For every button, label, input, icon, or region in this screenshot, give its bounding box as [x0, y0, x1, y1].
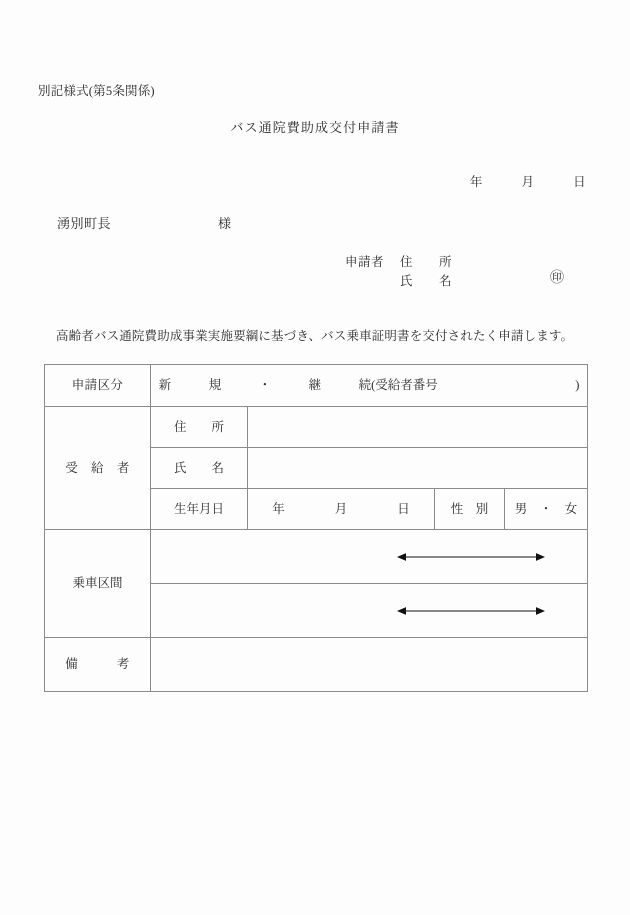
ride-section-arrow-area-2 — [151, 584, 587, 637]
cell-recipient-birthdate-value[interactable] — [248, 489, 435, 530]
ride-section-arrow-area-1 — [151, 530, 587, 583]
applicant-name-label: 氏 名 — [400, 274, 453, 288]
body-sentence: 高齢者バス通院費助成事業実施要綱に基づき、バス乗車証明書を交付されたく申請します。 — [56, 329, 574, 343]
cell-ride-section-value-1[interactable] — [151, 530, 588, 584]
date-line: 年 月 日 — [469, 175, 586, 189]
seal-stamp-icon: ㊞ — [550, 271, 564, 286]
cell-recipient-gender-label — [435, 489, 505, 530]
cell-ride-section-value-2[interactable] — [151, 584, 588, 638]
cell-remarks-label — [45, 638, 151, 692]
recipient-birthdate-label: 生年月日 — [173, 501, 224, 516]
recipient-gender-label: 性 別 — [450, 501, 489, 516]
application-type-value: 新 規 ・ 継 続(受給者番号 ) — [158, 378, 580, 393]
cell-recipient-address-label — [151, 407, 248, 448]
addressee-name: 湧別町長 — [57, 216, 112, 231]
applicant-address-label: 住 所 — [400, 255, 453, 269]
application-type-label: 申請区分 — [71, 378, 124, 393]
recipient-name-label: 氏 名 — [173, 460, 224, 475]
cell-application-type-value[interactable] — [151, 365, 588, 407]
double-headed-arrow-icon — [397, 605, 545, 616]
cell-recipient-label — [45, 407, 151, 530]
table-row-remarks — [45, 638, 588, 692]
document-reference-note: 別記様式(第5条関係) — [38, 84, 155, 98]
table-row-ride-section-1 — [45, 530, 588, 584]
cell-recipient-gender-value[interactable] — [505, 489, 588, 530]
table-row-application-type — [45, 365, 588, 407]
cell-ride-section-label — [45, 530, 151, 638]
cell-remarks-value[interactable] — [151, 638, 588, 692]
applicant-label: 申請者 — [345, 255, 385, 269]
recipient-label: 受 給 者 — [65, 460, 130, 475]
document-title: バス通院費助成交付申請書 — [230, 120, 400, 135]
table-row-recipient-address — [45, 407, 588, 448]
cell-recipient-name-value[interactable] — [248, 448, 588, 489]
cell-recipient-name-label — [151, 448, 248, 489]
ride-section-label: 乗車区間 — [72, 576, 123, 591]
application-form-table — [44, 364, 588, 692]
recipient-gender-value: 男 ・ 女 — [514, 501, 578, 516]
cell-application-type-label — [45, 365, 151, 407]
cell-recipient-address-value[interactable] — [248, 407, 588, 448]
double-headed-arrow-icon — [397, 551, 545, 562]
cell-recipient-birthdate-label — [151, 489, 248, 530]
remarks-label: 備 考 — [65, 657, 130, 672]
recipient-birthdate-value: 年 月 日 — [272, 501, 410, 516]
addressee-honorific: 様 — [218, 216, 232, 231]
recipient-address-label: 住 所 — [173, 419, 224, 434]
